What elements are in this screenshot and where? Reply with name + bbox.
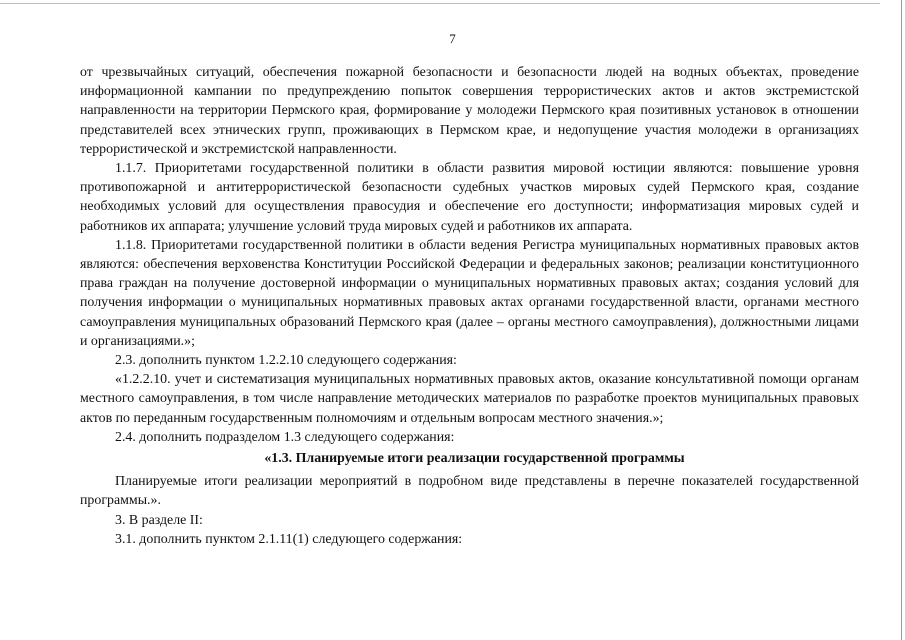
scan-edge-right	[901, 0, 902, 640]
paragraph-continuation: от чрезвычайных ситуаций, обеспечения пожарной безопасности и безопасности людей на водных объектах, проведение информационной кампании по предупреждению попыток совершения террористических актов и актов экстремистской направленности на территории Пермского края, формирование у молодежи Пермского края позитивных установок в отношении представителей всех этнических групп, проживающих в Пермском крае, и недопущение участия молодежи в организациях террористической и экстремистской направленности.	[80, 65, 859, 157]
paragraph-planned-results: Планируемые итоги реализации мероприятий в подробном виде представлены в перечне показателей государственной программы.».	[80, 474, 859, 509]
paragraph-3-1: 3.1. дополнить пунктом 2.1.11(1) следующего содержания:	[115, 531, 463, 547]
paragraph-1-2-2-10: «1.2.2.10. учет и систематизация муниципальных нормативных правовых актов, оказание консультативной помощи органам местного самоуправления, в том числе направление методических материалов по разработке проектов муниципальных правовых актов по переданным государственным полномочиям и отдельным вопросам местного значения.»;	[80, 372, 859, 426]
paragraph-1-1-8: 1.1.8. Приоритетами государственной политики в области ведения Регистра муниципальных нормативных правовых актов являются: обеспечения верховенства Конституции Российской Федерации и федеральных законов; реализации конституционного права граждан на получение достоверной информации о муниципальных нормативных правовых актах; создания условий для получения информации о муниципальных нормативных правовых актах органами государственной власти, органами местного самоуправления муниципальных образований Пермского края (далее – органы местного самоуправления), должностными лицами и организациями.»;	[80, 237, 859, 349]
scan-edge-top	[0, 3, 880, 4]
paragraph-2-3: 2.3. дополнить пунктом 1.2.2.10 следующего содержания:	[115, 353, 457, 369]
document-body	[80, 63, 859, 549]
section-heading-1-3: «1.3. Планируемые итоги реализации государственной программы	[264, 451, 685, 467]
paragraph-1-1-7: 1.1.7. Приоритетами государственной политики в области развития мировой юстиции являются: повышение уровня противопожарной и антитеррористической безопасности судебных участков мировых судей Пермского края, создание необходимых условий для осуществления правосудия и обеспечение его доступности; информатизация мировых судей и работников их аппарата; улучшение условий труда мировых судей и работников их аппарата.	[80, 161, 859, 234]
paragraph-section-ii: 3. В разделе II:	[115, 512, 203, 528]
paragraph-2-4: 2.4. дополнить подразделом 1.3 следующего содержания:	[115, 429, 455, 445]
page-number: 7	[449, 31, 456, 46]
